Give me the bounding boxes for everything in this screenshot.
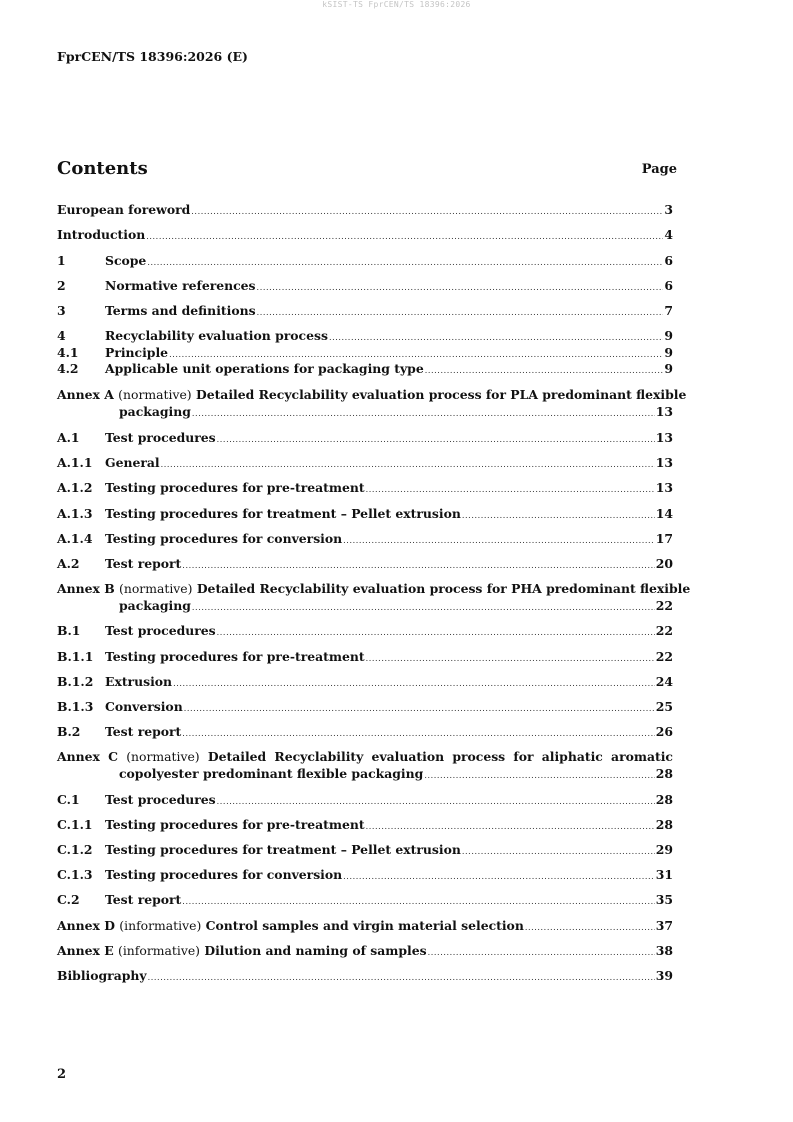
toc-page: 35 [655, 892, 673, 907]
toc-title-line1: Detailed Recyclability evaluation process for PHA predominant flexible [196, 581, 691, 596]
toc-title: Principle [105, 345, 169, 360]
toc-entry-a1[interactable] [57, 429, 673, 446]
toc-entry-c1[interactable] [57, 791, 673, 808]
toc-entry-annex-d[interactable] [57, 917, 673, 934]
toc-title: Test report [105, 556, 182, 571]
dot-leader [182, 557, 654, 574]
dot-leader [217, 431, 655, 448]
toc-title: Recyclability evaluation process [105, 328, 328, 343]
toc-page: 9 [664, 328, 673, 343]
toc-title: European foreword [57, 202, 191, 217]
toc-page: 14 [655, 506, 673, 521]
toc-page: 29 [655, 842, 673, 857]
toc-title: Test report [105, 892, 182, 907]
toc-entry-recyclability-evaluation-process[interactable] [57, 327, 673, 344]
toc-page: 38 [655, 943, 673, 958]
toc-page: 20 [655, 556, 673, 571]
toc-page: 22 [655, 649, 673, 664]
toc-title: Applicable unit operations for packaging type [105, 361, 424, 376]
toc-title: Test procedures [105, 623, 216, 638]
toc-title-line1: Detailed Recyclability evaluation process for PLA predominant flexible [195, 387, 687, 402]
toc-page: 3 [664, 202, 673, 217]
dot-leader [343, 868, 655, 885]
toc-title: Scope [105, 253, 147, 268]
toc-number: C.1.2 [57, 842, 93, 857]
toc-number: 4 [57, 328, 66, 343]
dot-leader [184, 700, 655, 717]
annex-status: (normative) [119, 581, 193, 596]
dot-leader [462, 843, 655, 860]
dot-leader [191, 203, 663, 220]
toc-entry-european-foreword[interactable] [57, 201, 673, 218]
toc-page: 28 [655, 817, 673, 832]
toc-title: Normative references [105, 278, 256, 293]
toc-title: General [105, 455, 160, 470]
toc-number: A.1.4 [57, 531, 93, 546]
page-number: 2 [57, 1067, 67, 1082]
toc-page: 22 [655, 598, 673, 613]
toc-number: 4.1 [57, 345, 79, 360]
toc-entry-b1[interactable] [57, 622, 673, 639]
toc-title: Testing procedures for pre-treatment [105, 649, 365, 664]
toc-page: 28 [655, 766, 673, 781]
dot-leader [343, 532, 655, 549]
toc-number: C.1.1 [57, 817, 93, 832]
annex-label: Annex A [57, 387, 114, 402]
toc-title-line2: copolyester predominant flexible packaging [119, 766, 424, 781]
toc-title: Control samples and virgin material selection [205, 918, 524, 933]
toc-entry-a2[interactable] [57, 555, 673, 572]
toc-page: 25 [655, 699, 673, 714]
annex-status: (informative) [119, 918, 202, 933]
dot-leader [366, 481, 655, 498]
toc-number: A.2 [57, 556, 80, 571]
dot-leader [462, 507, 655, 524]
toc-entry-introduction[interactable] [57, 226, 673, 243]
annex-status: (informative) [118, 943, 200, 958]
toc-page: 26 [655, 724, 673, 739]
toc-entry-principle[interactable] [57, 344, 673, 361]
toc-entry-a1-2[interactable] [57, 479, 673, 496]
toc-page: 17 [655, 531, 673, 546]
annex-label: Annex B [57, 581, 115, 596]
toc-entry-annex-c[interactable] [57, 748, 673, 782]
toc-page: 13 [655, 430, 673, 445]
toc-title: Extrusion [105, 674, 173, 689]
toc-entry-a1-4[interactable] [57, 530, 673, 547]
dot-leader [147, 254, 663, 271]
toc-entry-a1-1[interactable] [57, 454, 673, 471]
dot-leader [217, 624, 655, 641]
toc-number: 2 [57, 278, 66, 293]
toc-page: 4 [664, 227, 673, 242]
dot-leader [257, 279, 664, 296]
annex-label: Annex E [57, 943, 114, 958]
toc-entry-b1-1[interactable] [57, 648, 673, 665]
annex-label: Annex C [57, 749, 118, 764]
toc-number: B.1 [57, 623, 81, 638]
toc-title: Conversion [105, 699, 183, 714]
dot-leader [182, 725, 654, 742]
toc-entry-annex-a[interactable] [57, 386, 687, 420]
toc-title: Test procedures [105, 792, 216, 807]
toc-title: Testing procedures for conversion [105, 867, 343, 882]
annex-status: (normative) [118, 387, 192, 402]
toc-number: 3 [57, 303, 66, 318]
toc-entry-annex-b[interactable] [57, 580, 691, 614]
toc-entry-c1-3[interactable] [57, 866, 673, 883]
toc-entry-a1-3[interactable] [57, 505, 673, 522]
toc-number: A.1.3 [57, 506, 93, 521]
toc-number: A.1.2 [57, 480, 93, 495]
annex-status: (normative) [126, 749, 200, 764]
dot-leader [161, 456, 655, 473]
toc-page: 9 [664, 345, 673, 360]
dot-leader [192, 599, 655, 616]
toc-entry-annex-e[interactable] [57, 942, 673, 959]
document-id: FprCEN/TS 18396:2026 (E) [57, 49, 248, 64]
toc-entry-b1-3[interactable] [57, 698, 673, 715]
toc-number: C.1.3 [57, 867, 93, 882]
toc-page: 13 [655, 455, 673, 470]
dot-leader [148, 969, 655, 986]
toc-title: Test report [105, 724, 182, 739]
toc-title: Testing procedures for pre-treatment [105, 480, 365, 495]
toc-page: 31 [655, 867, 673, 882]
toc-page: 6 [664, 253, 673, 268]
toc-entry-applicable-unit-operations[interactable] [57, 360, 673, 377]
toc-title: Testing procedures for treatment – Pellet extrusion [105, 506, 461, 521]
toc-number: B.2 [57, 724, 81, 739]
toc-entry-c2[interactable] [57, 891, 673, 908]
toc-title-line2: packaging [119, 404, 191, 419]
dot-leader [217, 793, 655, 810]
toc-number: A.1.1 [57, 455, 93, 470]
dot-leader [146, 228, 663, 245]
toc-page: 7 [664, 303, 673, 318]
toc-number: B.1.3 [57, 699, 94, 714]
toc-title: Testing procedures for pre-treatment [105, 817, 365, 832]
toc-title: Testing procedures for conversion [105, 531, 343, 546]
toc-title: Introduction [57, 227, 146, 242]
toc-entry-bibliography[interactable] [57, 967, 673, 984]
toc-title: Test procedures [105, 430, 216, 445]
toc-number: C.2 [57, 892, 80, 907]
toc-page: 9 [664, 361, 673, 376]
toc-number: 4.2 [57, 361, 79, 376]
contents-heading: Contents [57, 158, 148, 179]
toc-number: B.1.2 [57, 674, 94, 689]
toc-page: 28 [655, 792, 673, 807]
dot-leader [428, 944, 655, 961]
toc-number: C.1 [57, 792, 80, 807]
toc-entry-b1-2[interactable] [57, 673, 673, 690]
toc-title: Dilution and naming of samples [204, 943, 427, 958]
dot-leader [525, 919, 655, 936]
toc-entry-scope[interactable] [57, 252, 673, 269]
toc-entry-c1-2[interactable] [57, 841, 673, 858]
annex-label: Annex D [57, 918, 115, 933]
toc-page: 39 [655, 968, 673, 983]
toc-page: 22 [655, 623, 673, 638]
toc-title: Testing procedures for treatment – Pellet extrusion [105, 842, 461, 857]
toc-page: 24 [655, 674, 673, 689]
toc-entry-terms-definitions[interactable] [57, 302, 673, 319]
toc-number: A.1 [57, 430, 80, 445]
dot-leader [173, 675, 655, 692]
page-column-label: Page [641, 162, 677, 177]
toc-page: 37 [655, 918, 673, 933]
toc-title: Terms and definitions [105, 303, 256, 318]
dot-leader [192, 405, 655, 422]
dot-leader [366, 650, 655, 667]
toc-title: Bibliography [57, 968, 147, 983]
dot-leader [425, 362, 664, 379]
toc-entry-b2[interactable] [57, 723, 673, 740]
dot-leader [257, 304, 664, 321]
toc-number: B.1.1 [57, 649, 94, 664]
toc-title-line1: Detailed Recyclability evaluation process for aliphatic aromatic [207, 749, 673, 764]
toc-page: 6 [664, 278, 673, 293]
toc-entry-normative-references[interactable] [57, 277, 673, 294]
toc-number: 1 [57, 253, 66, 268]
toc-page: 13 [655, 404, 673, 419]
dot-leader [424, 767, 654, 784]
toc-entry-c1-1[interactable] [57, 816, 673, 833]
toc-page: 13 [655, 480, 673, 495]
dot-leader [182, 893, 654, 910]
watermark: kSIST-TS FprCEN/TS 18396:2026 [322, 0, 471, 9]
toc-title-line2: packaging [119, 598, 191, 613]
dot-leader [366, 818, 655, 835]
